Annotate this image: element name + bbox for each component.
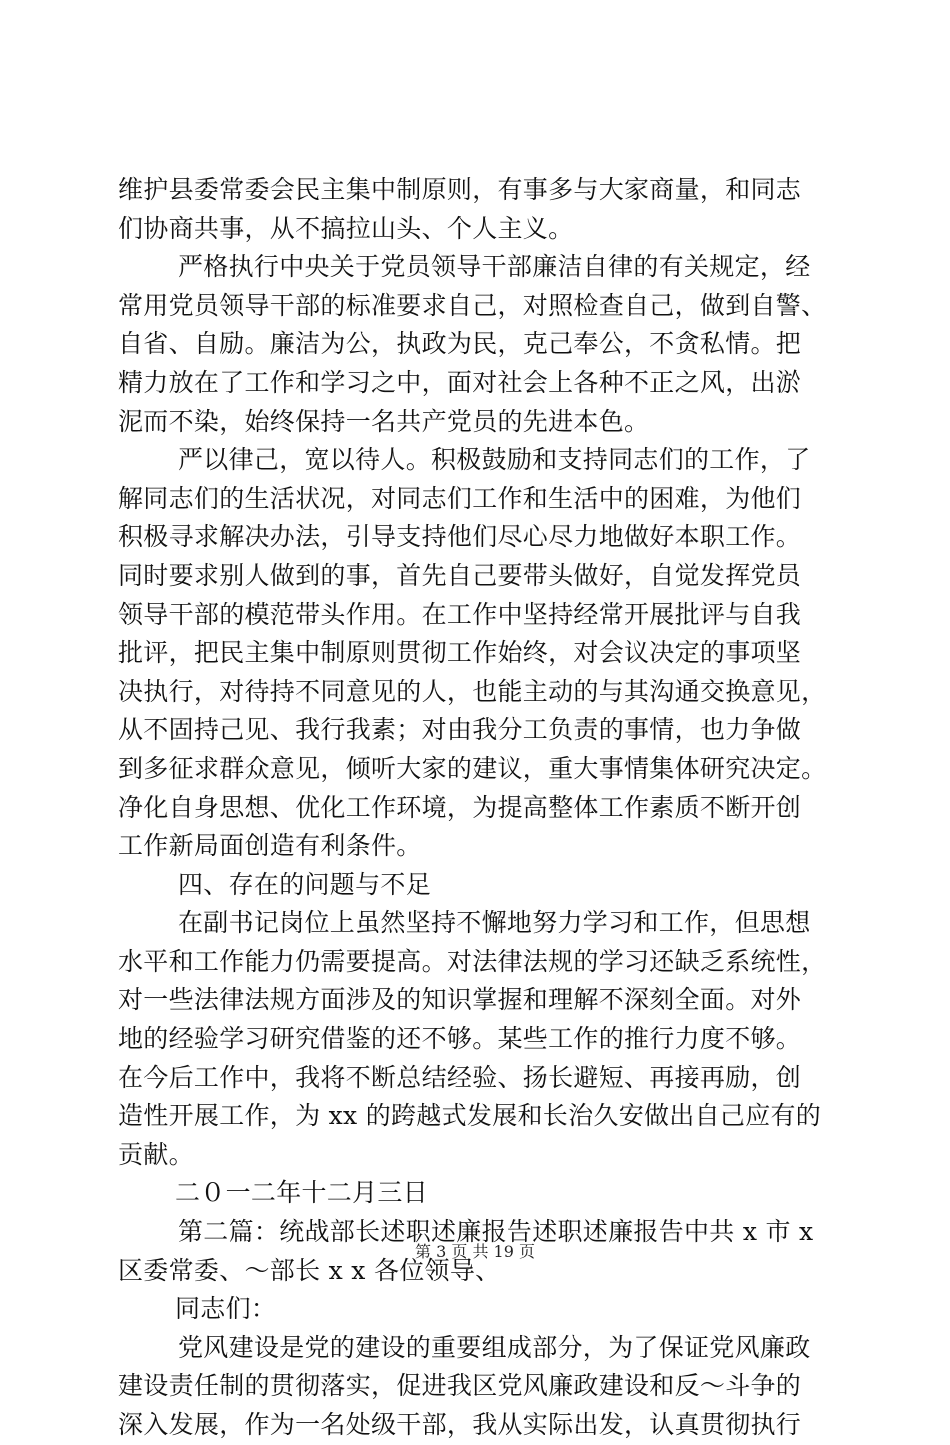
text-line: 贡献。: [118, 1139, 194, 1169]
text-line: 二０一二年十二月三日: [175, 1178, 429, 1208]
text-line: 造性开展工作，为 xx 的跨越式发展和长治久安做出自己应有的: [118, 1101, 822, 1131]
text-line: 领导干部的模范带头作用。在工作中坚持经常开展批评与自我: [118, 599, 802, 629]
text-line: 四、存在的问题与不足: [178, 869, 432, 899]
text-line: 深入发展，作为一名处级干部，我从实际出发，认真贯彻执行: [118, 1410, 802, 1439]
text-line: 维护县委常委会民主集中制原则，有事多与大家商量，和同志: [118, 175, 802, 204]
text-line: 严格执行中央关于党员领导干部廉洁自律的有关规定，经: [178, 252, 811, 282]
page-footer: 第 3 页 共 19 页: [415, 1242, 535, 1261]
text-line: 第二篇：统战部长述职述廉报告述职述廉报告中共 x 市 x: [178, 1217, 814, 1247]
text-line: 解同志们的生活状况，对同志们工作和生活中的困难，为他们: [118, 483, 802, 513]
text-line: 净化自身思想、优化工作环境，为提高整体工作素质不断开创: [118, 792, 802, 822]
text-line: 从不固持己见、我行我素；对由我分工负责的事情，也力争做: [118, 715, 802, 745]
text-line: 同志们：: [175, 1294, 277, 1324]
text-line: 区委常委、～部长 x x 各位领导、: [118, 1255, 501, 1285]
text-line: 自省、自励。廉洁为公，执政为民，克己奉公，不贪私情。把: [118, 329, 802, 359]
text-line: 精力放在了工作和学习之中，面对社会上各种不正之风，出淤: [118, 367, 802, 397]
text-line: 到多征求群众意见，倾听大家的建议，重大事情集体研究决定。: [118, 753, 827, 783]
text-line: 工作新局面创造有利条件。: [118, 831, 422, 861]
text-line: 严以律己，宽以待人。积极鼓励和支持同志们的工作，了: [178, 445, 811, 475]
text-line: 建设责任制的贯彻落实，促进我区党风廉政建设和反～斗争的: [118, 1371, 802, 1401]
text-line: 对一些法律法规方面涉及的知识掌握和理解不深刻全面。对外: [118, 985, 802, 1015]
text-line: 批评，把民主集中制原则贯彻工作始终，对会议决定的事项坚: [118, 638, 802, 668]
text-line: 积极寻求解决办法，引导支持他们尽心尽力地做好本职工作。: [118, 522, 802, 552]
text-line: 同时要求别人做到的事，首先自己要带头做好，自觉发挥党员: [118, 560, 802, 590]
text-line: 在今后工作中，我将不断总结经验、扬长避短、再接再励，创: [118, 1062, 802, 1092]
text-line: 们协商共事，从不搞拉山头、个人主义。: [118, 213, 574, 243]
text-line: 党风建设是党的建设的重要组成部分，为了保证党风廉政: [178, 1332, 811, 1362]
text-line: 地的经验学习研究借鉴的还不够。某些工作的推行力度不够。: [118, 1024, 802, 1054]
text-line: 决执行，对待持不同意见的人，也能主动的与其沟通交换意见，: [118, 676, 827, 706]
text-line: 泥而不染，始终保持一名共产党员的先进本色。: [118, 406, 650, 436]
text-line: 水平和工作能力仍需要提高。对法律法规的学习还缺乏系统性，: [118, 946, 827, 976]
text-line: 常用党员领导干部的标准要求自己，对照检查自己，做到自警、: [118, 290, 827, 320]
text-line: 在副书记岗位上虽然坚持不懈地努力学习和工作，但思想: [178, 908, 811, 938]
